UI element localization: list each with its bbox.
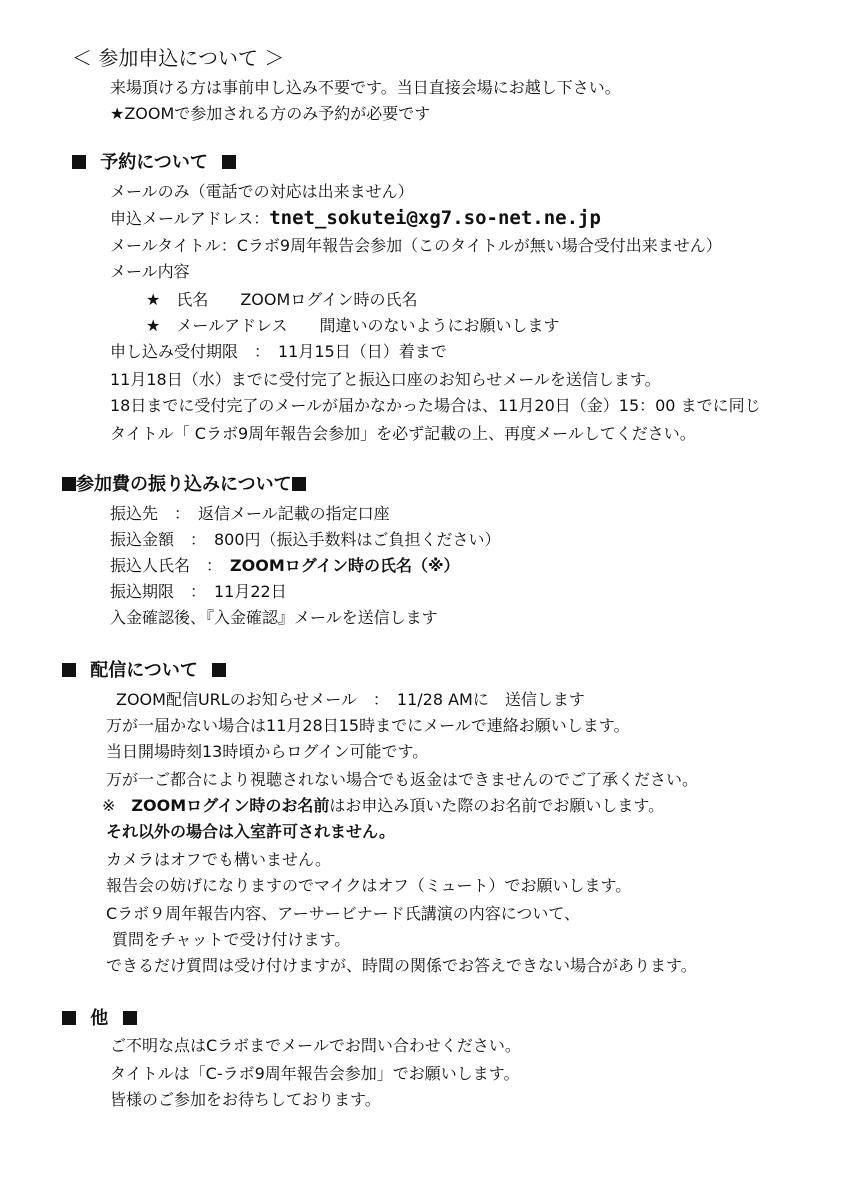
note-mark: ※ [102, 796, 132, 815]
content-item-name: ★ 氏名 ZOOMログイン時の氏名 [146, 290, 418, 309]
streaming-line-5-rest: はお申込み頂いた際のお名前でお願いします。 [329, 796, 665, 815]
payment-name-value: ZOOMログイン時の氏名（※） [230, 556, 460, 575]
streaming-line-10: 質問をチャットで受け付けます。 [112, 930, 351, 949]
reservation-content-line: メール内容 [110, 262, 190, 281]
zoom-login-name-emphasis: ZOOMログイン時のお名前 [131, 796, 330, 815]
streaming-line-11: できるだけ質問は受け付けますが、時間の関係でお答えできない場合があります。 [106, 956, 697, 975]
streaming-line-4: 万が一ご都合により視聴されない場合でも返金はできませんのでご了承ください。 [106, 770, 699, 789]
streaming-line-1: ZOOM配信URLのお知らせメール ： 11/28 AMに 送信します [116, 690, 585, 709]
other-line-3: 皆様のご参加をお待ちしております。 [110, 1090, 381, 1109]
square-bullet-icon [123, 1011, 137, 1025]
streaming-line-7: カメラはオフでも構いません。 [106, 850, 331, 869]
content-item-email: ★ メールアドレス 間違いのないようにお願いします [146, 316, 560, 335]
streaming-heading-text: 配信について [90, 660, 198, 681]
reservation-notice: 11月18日（水）までに受付完了と振込口座のお知らせメールを送信します。 [110, 370, 661, 389]
payment-amount: 振込金額 ： 800円（振込手数料はご負担ください） [110, 530, 501, 549]
section-heading-other [62, 1008, 137, 1030]
application-line-1: 来場頂ける方は事前申し込み不要です。当日直接会場にお越し下さい。 [110, 78, 621, 97]
streaming-line-3: 当日開場時刻13時頃からログイン可能です。 [106, 742, 429, 761]
section-heading-application: ＜ 参加申込について ＞ [72, 46, 285, 70]
section-heading-payment [62, 474, 306, 496]
email-address-link[interactable]: tnet_sokutei@xg7.so-net.ne.jp [269, 207, 601, 229]
streaming-line-5 [102, 796, 664, 816]
payment-destination: 振込先 ： 返信メール記載の指定口座 [110, 504, 390, 523]
square-bullet-icon [212, 663, 226, 677]
square-bullet-icon [292, 477, 306, 491]
section-heading-streaming [62, 660, 226, 682]
reservation-address-line [110, 208, 601, 229]
reservation-resend-2: タイトル「 Cラボ9周年報告会参加」を必ず記載の上、再度メールしてください。 [110, 424, 696, 443]
address-label: 申込メールアドレス： [110, 209, 270, 228]
reservation-contact-line: メールのみ（電話での対応は出来ません） [110, 182, 414, 201]
section-heading-reservation [72, 152, 236, 174]
reservation-deadline: 申し込み受付期限 ： 11月15日（日）着まで [110, 342, 447, 361]
square-bullet-icon [72, 155, 86, 169]
streaming-line-8: 報告会の妨げになりますのでマイクはオフ（ミュート）でお願いします。 [106, 876, 632, 895]
square-bullet-icon [222, 155, 236, 169]
other-heading-text: 他 [90, 1008, 109, 1029]
payment-confirm: 入金確認後、『入金確認』メールを送信します [110, 608, 438, 627]
square-bullet-icon [62, 1011, 76, 1025]
other-line-2: タイトルは「C-ラボ9周年報告会参加」でお願いします。 [110, 1064, 520, 1083]
reservation-heading-text: 予約について [100, 152, 208, 173]
streaming-line-6: それ以外の場合は入室許可されません。 [106, 822, 395, 841]
payment-heading-text: 参加費の振り込みについて [76, 474, 292, 495]
application-line-2: ★ZOOMで参加される方のみ予約が必要です [110, 104, 431, 123]
payment-name-label: 振込人氏名 ： [110, 556, 231, 575]
payment-period: 振込期限 ： 11月22日 [110, 582, 287, 601]
streaming-line-9: Cラボ９周年報告内容、アーサービナード氏講演の内容について、 [106, 904, 581, 923]
streaming-line-2: 万が一届かない場合は11月28日15時までにメールで連絡お願いします。 [106, 716, 630, 735]
reservation-resend-1: 18日までに受付完了のメールが届かなかった場合は、11月20日（金）15：00 までに同じ [110, 396, 761, 415]
other-line-1: ご不明な点はCラボまでメールでお問い合わせください。 [110, 1036, 521, 1055]
square-bullet-icon [62, 477, 76, 491]
reservation-title-line: メールタイトル：Cラボ9周年報告会参加（このタイトルが無い場合受付出来ません） [110, 236, 722, 255]
payment-name-line [110, 556, 460, 576]
square-bullet-icon [62, 663, 76, 677]
